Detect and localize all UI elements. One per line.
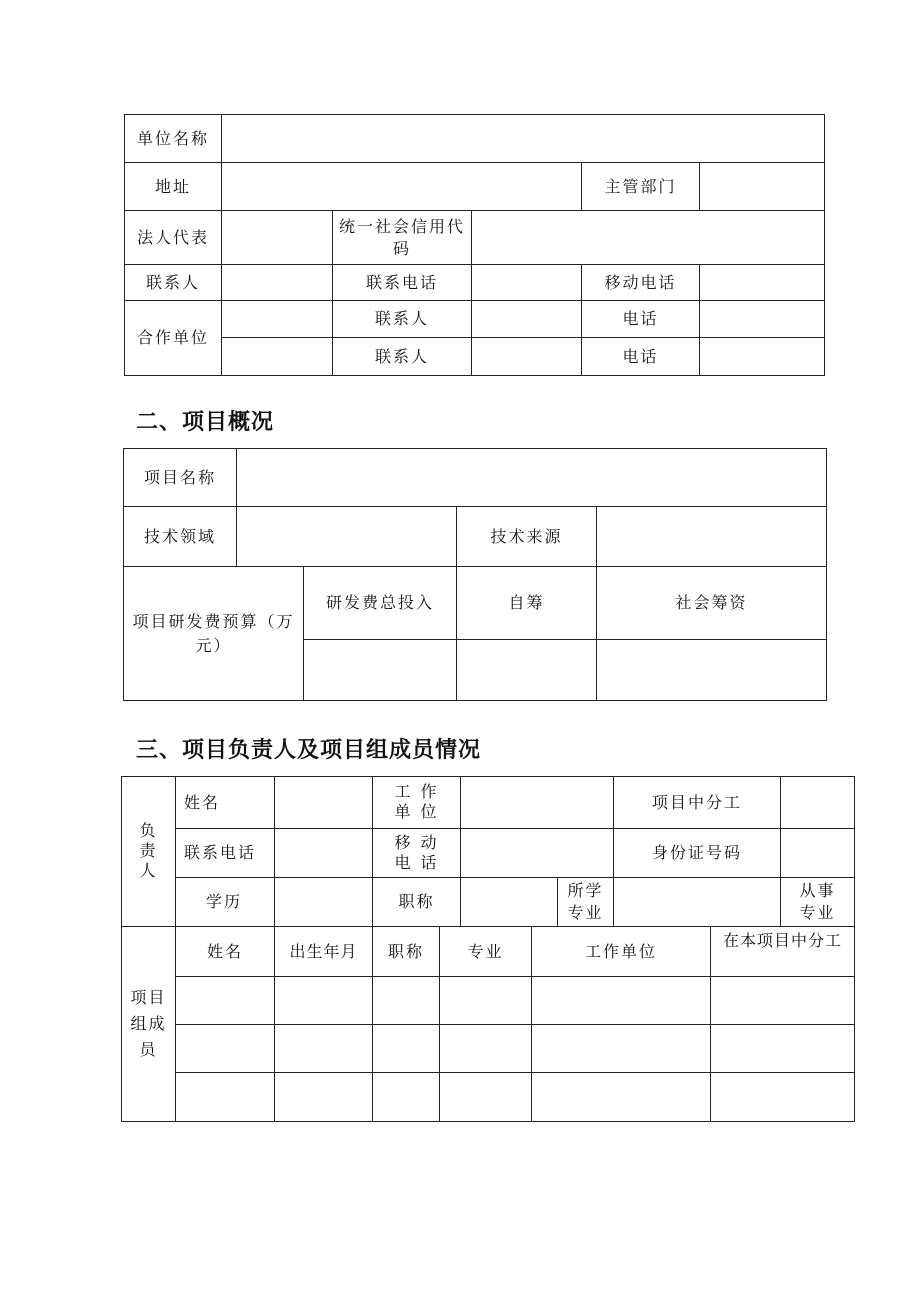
- address-field[interactable]: [222, 163, 582, 211]
- member-major-field[interactable]: [440, 1025, 532, 1073]
- member-work-unit-field[interactable]: [532, 1073, 711, 1122]
- tech-source-label: 技术来源: [457, 507, 597, 567]
- leader-education-label: 学历: [176, 878, 275, 927]
- member-name-field[interactable]: [176, 977, 275, 1025]
- member-birth-field[interactable]: [275, 1025, 373, 1073]
- partner-contact-field[interactable]: [472, 301, 582, 338]
- partner-label: 合作单位: [125, 301, 222, 376]
- leader-major-label: [558, 878, 614, 927]
- partner-contact-label: 联系人: [333, 301, 472, 338]
- self-funding-label: 自筹: [457, 567, 597, 640]
- member-header-title: 职称: [373, 927, 440, 977]
- total-investment-label: 研发费总投入: [304, 567, 457, 640]
- legal-rep-label: 法人代表: [125, 211, 222, 265]
- supervisor-label: 主管部门: [582, 163, 700, 211]
- partner-phone-label: 电话: [582, 338, 700, 376]
- contact-field[interactable]: [222, 265, 333, 301]
- table-row: [122, 977, 855, 1025]
- unit-name-label: 单位名称: [125, 115, 222, 163]
- tech-field-field[interactable]: [237, 507, 457, 567]
- leader-label-text: 负责人: [139, 821, 158, 880]
- credit-code-label-text: 统一社会信用代码: [338, 216, 465, 258]
- partner-contact-label: 联系人: [333, 338, 472, 376]
- member-header-work-unit: 工作单位: [532, 927, 711, 977]
- contact-phone-label: 联系电话: [333, 265, 472, 301]
- partner-phone-field[interactable]: [700, 301, 825, 338]
- leader-major-field[interactable]: [614, 878, 781, 927]
- tech-source-field[interactable]: [597, 507, 827, 567]
- leader-mobile-field[interactable]: [461, 829, 614, 878]
- leader-education-field[interactable]: [275, 878, 373, 927]
- tech-field-label: 技术领域: [124, 507, 237, 567]
- member-work-unit-field[interactable]: [532, 977, 711, 1025]
- unit-name-field[interactable]: [222, 115, 825, 163]
- leader-title-field[interactable]: [461, 878, 558, 927]
- budget-label: [124, 567, 304, 701]
- member-major-field[interactable]: [440, 1073, 532, 1122]
- leader-work-unit-label-text: 工作单位: [394, 782, 439, 821]
- address-label: 地址: [125, 163, 222, 211]
- budget-label-text: 项目研发费预算（万元）: [132, 611, 295, 655]
- leader-id-field[interactable]: [781, 829, 855, 878]
- section2-heading: 二、项目概况: [136, 410, 275, 435]
- member-role-field[interactable]: [711, 1073, 855, 1122]
- partner-phone-field[interactable]: [700, 338, 825, 376]
- member-name-field[interactable]: [176, 1025, 275, 1073]
- leader-major-label-text: 所学专业: [567, 881, 604, 922]
- unit-info-table: [124, 114, 825, 376]
- leader-name-field[interactable]: [275, 777, 373, 829]
- leader-mobile-label-text: 移动电话: [394, 832, 439, 872]
- mobile-field[interactable]: [700, 265, 825, 301]
- member-birth-field[interactable]: [275, 1073, 373, 1122]
- member-title-field[interactable]: [373, 977, 440, 1025]
- leader-mobile-label: [373, 829, 461, 878]
- mobile-label: 移动电话: [582, 265, 700, 301]
- credit-code-label: [333, 211, 472, 265]
- project-overview-table: [123, 448, 827, 701]
- leader-phone-field[interactable]: [275, 829, 373, 878]
- social-funding-label: 社会筹资: [597, 567, 827, 640]
- project-name-label: 项目名称: [124, 449, 237, 507]
- leader-role-field[interactable]: [781, 777, 855, 829]
- leader-label: [122, 777, 176, 927]
- supervisor-field[interactable]: [700, 163, 825, 211]
- leader-work-unit-field[interactable]: [461, 777, 614, 829]
- member-header-birth: 出生年月: [275, 927, 373, 977]
- member-title-field[interactable]: [373, 1073, 440, 1122]
- partner-unit-field[interactable]: [222, 338, 333, 376]
- member-role-field[interactable]: [711, 977, 855, 1025]
- leader-work-unit-label: [373, 777, 461, 829]
- credit-code-field[interactable]: [472, 211, 825, 265]
- leader-title-label: 职称: [373, 878, 461, 927]
- total-investment-field[interactable]: [304, 640, 457, 701]
- member-title-field[interactable]: [373, 1025, 440, 1073]
- partner-phone-label: 电话: [582, 301, 700, 338]
- legal-rep-field[interactable]: [222, 211, 333, 265]
- team-table: [121, 776, 855, 1122]
- member-name-field[interactable]: [176, 1073, 275, 1122]
- leader-id-label: 身份证号码: [614, 829, 781, 878]
- contact-phone-field[interactable]: [472, 265, 582, 301]
- table-row: [122, 1025, 855, 1073]
- members-label-text: 项目组成员: [130, 988, 167, 1059]
- members-label: [122, 927, 176, 1122]
- partner-unit-field[interactable]: [222, 301, 333, 338]
- table-row: [122, 1073, 855, 1122]
- member-header-major: 专业: [440, 927, 532, 977]
- member-work-unit-field[interactable]: [532, 1025, 711, 1073]
- member-birth-field[interactable]: [275, 977, 373, 1025]
- leader-field-label-text: 从事专业: [799, 881, 836, 922]
- member-role-field[interactable]: [711, 1025, 855, 1073]
- contact-label: 联系人: [125, 265, 222, 301]
- leader-name-label: 姓名: [176, 777, 275, 829]
- leader-role-label: 项目中分工: [614, 777, 781, 829]
- member-major-field[interactable]: [440, 977, 532, 1025]
- member-header-name: 姓名: [176, 927, 275, 977]
- self-funding-field[interactable]: [457, 640, 597, 701]
- project-name-field[interactable]: [237, 449, 827, 507]
- member-header-role: 在本项目中分工: [711, 927, 855, 977]
- partner-contact-field[interactable]: [472, 338, 582, 376]
- section3-heading: 三、项目负责人及项目组成员情况: [136, 738, 482, 763]
- leader-phone-label: 联系电话: [176, 829, 275, 878]
- social-funding-field[interactable]: [597, 640, 827, 701]
- leader-field-label: [781, 878, 855, 927]
